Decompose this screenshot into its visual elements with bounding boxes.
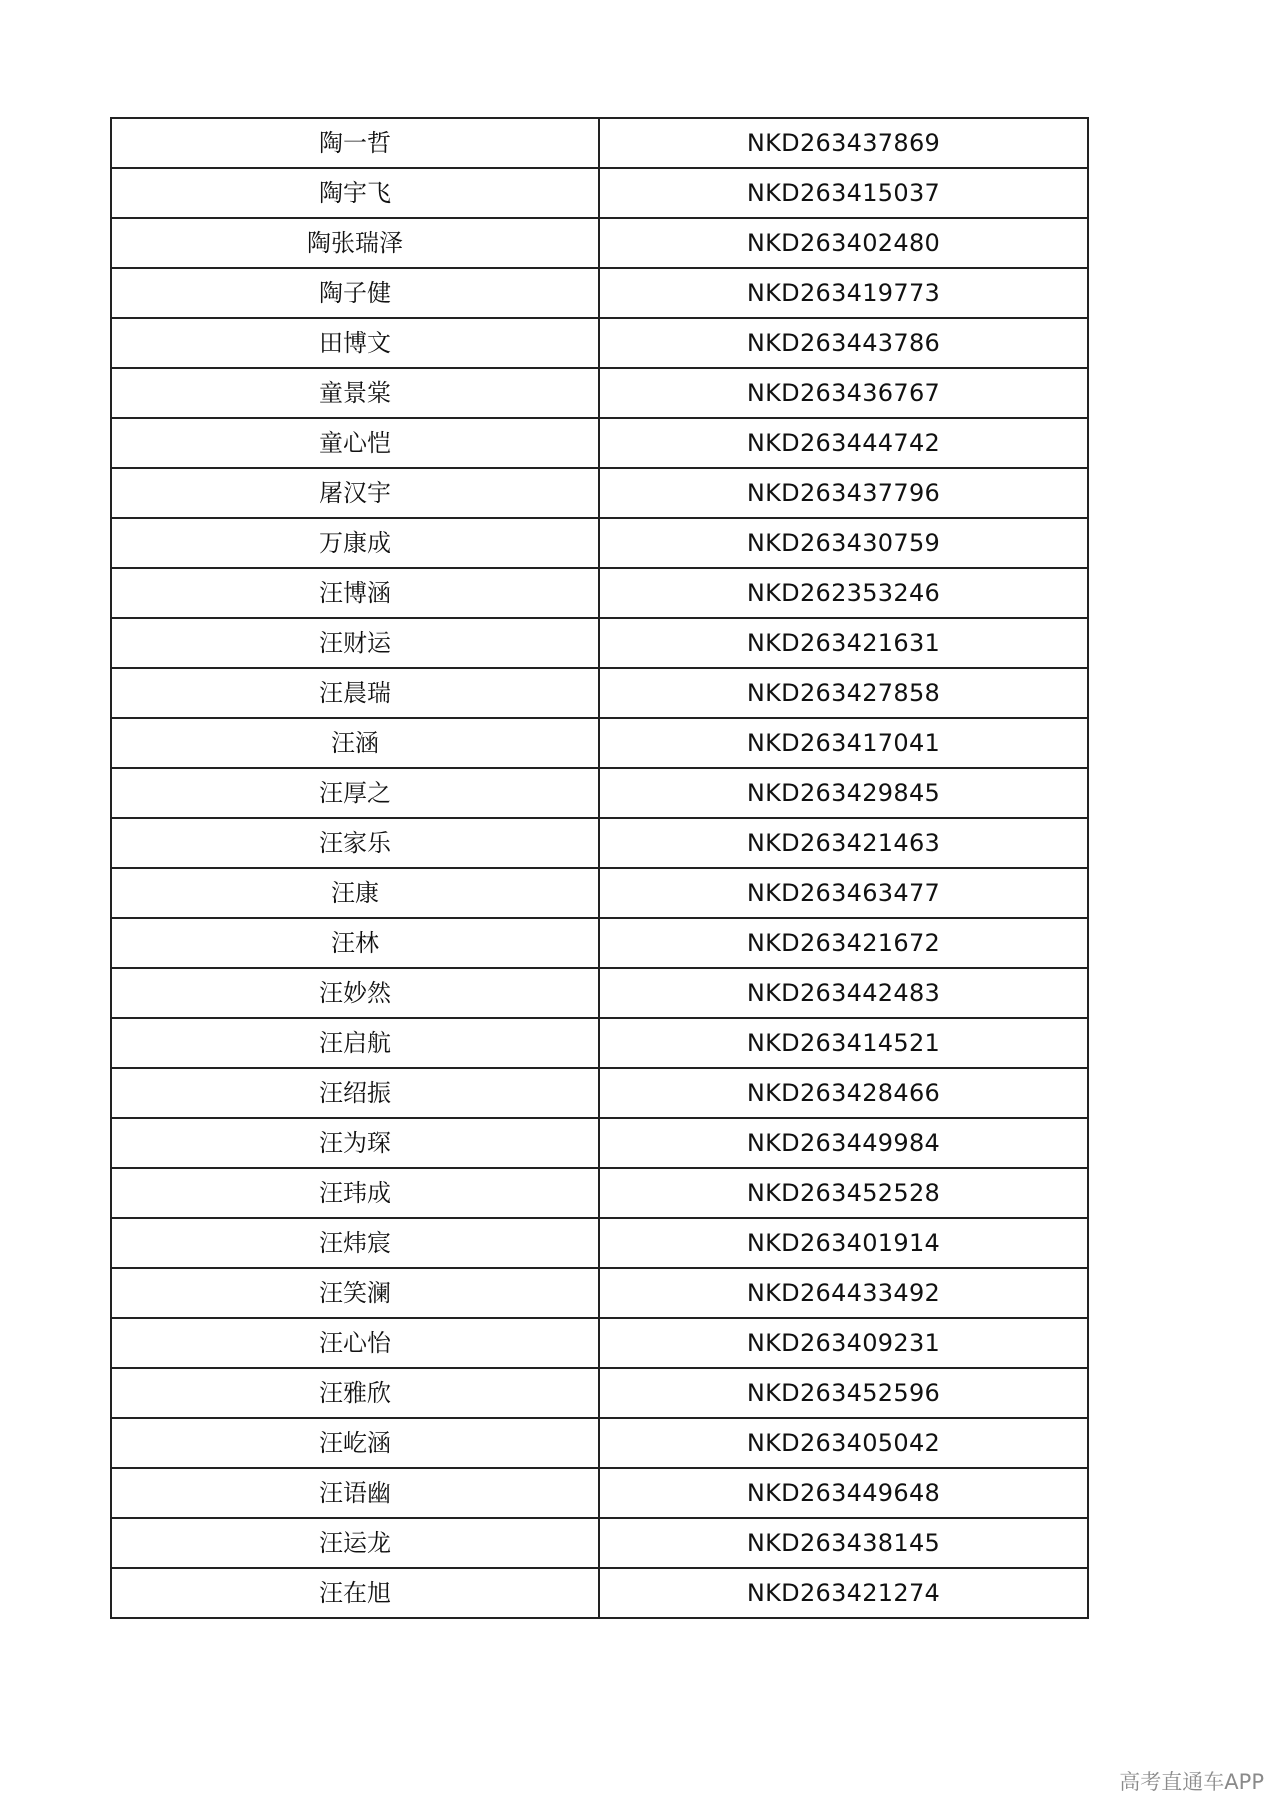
id-cell: NKD263421672: [599, 918, 1088, 968]
name-cell: 汪家乐: [111, 818, 599, 868]
table-row: [111, 1018, 1088, 1068]
id-cell: NKD263442483: [599, 968, 1088, 1018]
table-row: [111, 118, 1088, 168]
table-row: [111, 868, 1088, 918]
id-cell: NKD263405042: [599, 1418, 1088, 1468]
table-row: [111, 1118, 1088, 1168]
table-row: [111, 768, 1088, 818]
table-row: [111, 668, 1088, 718]
id-cell: NKD263402480: [599, 218, 1088, 268]
table-row: [111, 1568, 1088, 1618]
name-cell: 汪厚之: [111, 768, 599, 818]
name-cell: 汪绍振: [111, 1068, 599, 1118]
table-row: [111, 718, 1088, 768]
id-cell: NKD263409231: [599, 1318, 1088, 1368]
name-cell: 童景棠: [111, 368, 599, 418]
name-cell: 万康成: [111, 518, 599, 568]
name-cell: 汪晨瑞: [111, 668, 599, 718]
id-cell: NKD263437869: [599, 118, 1088, 168]
name-cell: 汪玮成: [111, 1168, 599, 1218]
id-cell: NKD263443786: [599, 318, 1088, 368]
id-cell: NKD263421274: [599, 1568, 1088, 1618]
id-cell: NKD263415037: [599, 168, 1088, 218]
name-cell: 汪雅欣: [111, 1368, 599, 1418]
table-row: [111, 618, 1088, 668]
name-cell: 汪康: [111, 868, 599, 918]
id-cell: NKD263417041: [599, 718, 1088, 768]
table-row: [111, 168, 1088, 218]
name-cell: 汪林: [111, 918, 599, 968]
table-row: [111, 468, 1088, 518]
id-cell: NKD263421463: [599, 818, 1088, 868]
id-cell: NKD263437796: [599, 468, 1088, 518]
name-cell: 陶一哲: [111, 118, 599, 168]
table-row: [111, 1168, 1088, 1218]
id-cell: NKD263414521: [599, 1018, 1088, 1068]
name-cell: 童心恺: [111, 418, 599, 468]
watermark: 高考直通车APP: [1119, 1770, 1264, 1794]
id-cell: NKD263436767: [599, 368, 1088, 418]
id-cell: NKD263427858: [599, 668, 1088, 718]
name-cell: 屠汉宇: [111, 468, 599, 518]
name-cell: 汪语幽: [111, 1468, 599, 1518]
name-cell: 汪笑澜: [111, 1268, 599, 1318]
id-cell: NKD263428466: [599, 1068, 1088, 1118]
name-cell: 田博文: [111, 318, 599, 368]
table-row: [111, 968, 1088, 1018]
table-row: [111, 418, 1088, 468]
table-row: [111, 1368, 1088, 1418]
name-cell: 汪涵: [111, 718, 599, 768]
id-cell: NKD263430759: [599, 518, 1088, 568]
name-cell: 汪炜宸: [111, 1218, 599, 1268]
id-cell: NKD263401914: [599, 1218, 1088, 1268]
roster-table: [110, 117, 1089, 1619]
id-cell: NKD263429845: [599, 768, 1088, 818]
table-row: [111, 568, 1088, 618]
table-row: [111, 268, 1088, 318]
table-row: [111, 1518, 1088, 1568]
table-row: [111, 218, 1088, 268]
name-cell: 汪运龙: [111, 1518, 599, 1568]
name-cell: 汪启航: [111, 1018, 599, 1068]
name-cell: 汪心怡: [111, 1318, 599, 1368]
name-cell: 陶子健: [111, 268, 599, 318]
id-cell: NKD264433492: [599, 1268, 1088, 1318]
id-cell: NKD263419773: [599, 268, 1088, 318]
id-cell: NKD263421631: [599, 618, 1088, 668]
table-row: [111, 1468, 1088, 1518]
table-row: [111, 518, 1088, 568]
name-cell: 陶宇飞: [111, 168, 599, 218]
id-cell: NKD263438145: [599, 1518, 1088, 1568]
table-row: [111, 1268, 1088, 1318]
name-cell: 汪博涵: [111, 568, 599, 618]
name-cell: 汪为琛: [111, 1118, 599, 1168]
id-cell: NKD263452596: [599, 1368, 1088, 1418]
name-cell: 汪妙然: [111, 968, 599, 1018]
id-cell: NKD263444742: [599, 418, 1088, 468]
name-cell: 汪屹涵: [111, 1418, 599, 1468]
id-cell: NKD263449984: [599, 1118, 1088, 1168]
id-cell: NKD263449648: [599, 1468, 1088, 1518]
table-row: [111, 1418, 1088, 1468]
name-cell: 汪在旭: [111, 1568, 599, 1618]
table-row: [111, 918, 1088, 968]
id-cell: NKD262353246: [599, 568, 1088, 618]
table-row: [111, 818, 1088, 868]
table-row: [111, 1318, 1088, 1368]
name-cell: 汪财运: [111, 618, 599, 668]
id-cell: NKD263452528: [599, 1168, 1088, 1218]
id-cell: NKD263463477: [599, 868, 1088, 918]
table-row: [111, 368, 1088, 418]
roster-body: [111, 118, 1088, 1618]
table-row: [111, 318, 1088, 368]
name-cell: 陶张瑞泽: [111, 218, 599, 268]
table-row: [111, 1218, 1088, 1268]
table-row: [111, 1068, 1088, 1118]
